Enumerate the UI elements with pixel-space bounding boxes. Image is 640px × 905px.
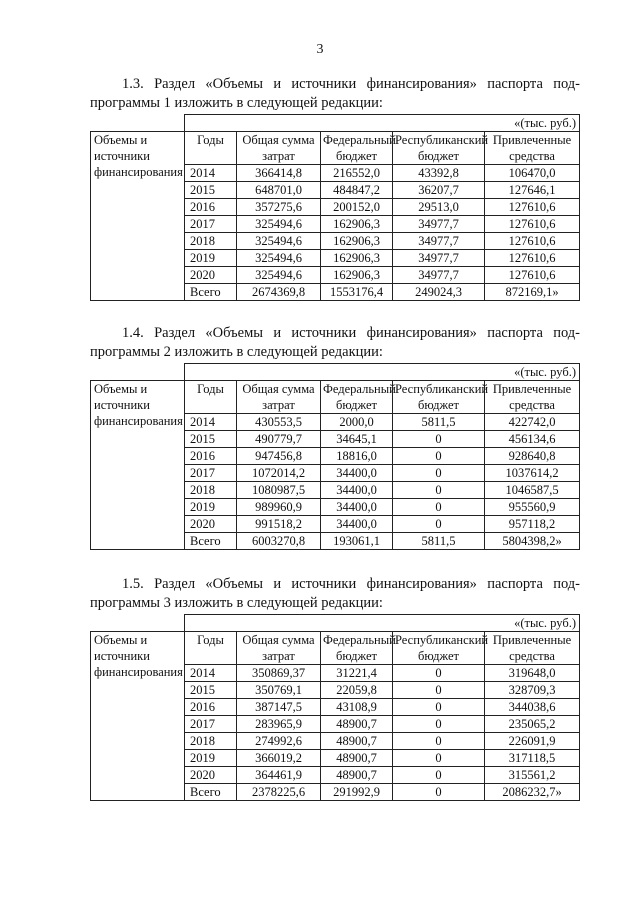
column-header: Общая сумма затрат [237,381,321,414]
value-cell: 0 [393,448,485,465]
value-cell: 0 [393,716,485,733]
value-cell: 0 [393,733,485,750]
year-cell: 2014 [185,414,237,431]
value-cell: 34977,7 [393,216,485,233]
year-cell: 2014 [185,165,237,182]
value-cell: 0 [393,682,485,699]
year-cell: 2016 [185,699,237,716]
value-cell: 387147,5 [237,699,321,716]
row-label-cell: Объемы и источники финансирования [91,632,185,801]
value-cell: 34977,7 [393,250,485,267]
value-cell: 162906,3 [321,250,393,267]
value-cell: 1046587,5 [485,482,580,499]
value-cell: 325494,6 [237,267,321,284]
value-cell: 6003270,8 [237,533,321,550]
section-subprogram-2 [90,324,580,550]
column-header: Привлеченные средства [485,632,580,665]
units-label: «(тыс. руб.) [185,615,580,632]
value-cell: 29513,0 [393,199,485,216]
value-cell: 344038,6 [485,699,580,716]
units-row [91,115,580,132]
value-cell: 48900,7 [321,767,393,784]
column-header: Республиканский бюджет [393,381,485,414]
value-cell: 216552,0 [321,165,393,182]
section-subprogram-1 [90,75,580,301]
value-cell: 0 [393,750,485,767]
section-subprogram-3 [90,575,580,801]
year-cell: 2019 [185,499,237,516]
value-cell: 2674369,8 [237,284,321,301]
year-cell: 2020 [185,516,237,533]
value-cell: 1037614,2 [485,465,580,482]
intro-line-1: 1.4. Раздел «Объемы и источники финансирования» паспорта под- [122,325,580,341]
units-label: «(тыс. руб.) [185,115,580,132]
value-cell: 0 [393,431,485,448]
value-cell: 991518,2 [237,516,321,533]
value-cell: 947456,8 [237,448,321,465]
year-cell: 2018 [185,482,237,499]
value-cell: 430553,5 [237,414,321,431]
value-cell: 34977,7 [393,233,485,250]
value-cell: 162906,3 [321,267,393,284]
value-cell: 422742,0 [485,414,580,431]
column-header: Федеральный бюджет [321,381,393,414]
year-cell: 2017 [185,465,237,482]
value-cell: 34400,0 [321,499,393,516]
year-cell: 2015 [185,682,237,699]
year-cell: 2020 [185,767,237,784]
value-cell: 0 [393,465,485,482]
year-cell: 2015 [185,182,237,199]
financing-table [90,614,580,801]
column-header: Общая сумма затрат [237,632,321,665]
value-cell: 34400,0 [321,482,393,499]
intro-line-2: программы 2 изложить в следующей редакции: [90,344,383,360]
header-row [91,632,580,665]
value-cell: 22059,8 [321,682,393,699]
year-cell: 2018 [185,233,237,250]
column-header: Годы [185,632,237,665]
value-cell: 357275,6 [237,199,321,216]
value-cell: 5804398,2» [485,533,580,550]
value-cell: 193061,1 [321,533,393,550]
blank-cell [91,615,185,632]
intro-line-1: 1.3. Раздел «Объемы и источники финансирования» паспорта под- [122,76,580,92]
value-cell: 18816,0 [321,448,393,465]
row-label-cell: Объемы и источники финансирования [91,132,185,301]
value-cell: 955560,9 [485,499,580,516]
blank-cell [91,115,185,132]
value-cell: 0 [393,767,485,784]
section-intro [90,324,580,362]
year-cell: 2016 [185,448,237,465]
value-cell: 43108,9 [321,699,393,716]
value-cell: 317118,5 [485,750,580,767]
units-row [91,364,580,381]
page-number: 3 [316,42,324,57]
value-cell: 200152,0 [321,199,393,216]
value-cell: 490779,7 [237,431,321,448]
value-cell: 325494,6 [237,233,321,250]
year-cell: Всего [185,784,237,801]
value-cell: 48900,7 [321,716,393,733]
value-cell: 2378225,6 [237,784,321,801]
intro-line-2: программы 3 изложить в следующей редакции: [90,595,383,611]
column-header: Федеральный бюджет [321,132,393,165]
value-cell: 0 [393,699,485,716]
header-row [91,132,580,165]
column-header: Федеральный бюджет [321,632,393,665]
year-cell: Всего [185,533,237,550]
value-cell: 31221,4 [321,665,393,682]
value-cell: 1072014,2 [237,465,321,482]
column-header: Привлеченные средства [485,381,580,414]
row-label-cell: Объемы и источники финансирования [91,381,185,550]
value-cell: 989960,9 [237,499,321,516]
value-cell: 291992,9 [321,784,393,801]
column-header: Республиканский бюджет [393,632,485,665]
value-cell: 0 [393,665,485,682]
value-cell: 249024,3 [393,284,485,301]
value-cell: 648701,0 [237,182,321,199]
value-cell: 127646,1 [485,182,580,199]
column-header: Привлеченные средства [485,132,580,165]
value-cell: 235065,2 [485,716,580,733]
year-cell: 2018 [185,733,237,750]
financing-table [90,114,580,301]
value-cell: 325494,6 [237,250,321,267]
year-cell: 2014 [185,665,237,682]
year-cell: 2020 [185,267,237,284]
value-cell: 872169,1» [485,284,580,301]
value-cell: 0 [393,482,485,499]
value-cell: 350869,37 [237,665,321,682]
section-intro [90,575,580,613]
units-row [91,615,580,632]
value-cell: 5811,5 [393,414,485,431]
value-cell: 48900,7 [321,733,393,750]
value-cell: 127610,6 [485,267,580,284]
year-cell: 2016 [185,199,237,216]
year-cell: 2017 [185,716,237,733]
value-cell: 0 [393,516,485,533]
year-cell: 2019 [185,250,237,267]
value-cell: 1080987,5 [237,482,321,499]
intro-line-2: программы 1 изложить в следующей редакции: [90,95,383,111]
value-cell: 127610,6 [485,199,580,216]
value-cell: 34645,1 [321,431,393,448]
units-label: «(тыс. руб.) [185,364,580,381]
value-cell: 366414,8 [237,165,321,182]
value-cell: 127610,6 [485,250,580,267]
value-cell: 456134,6 [485,431,580,448]
value-cell: 1553176,4 [321,284,393,301]
value-cell: 350769,1 [237,682,321,699]
intro-line-1: 1.5. Раздел «Объемы и источники финансирования» паспорта под- [122,576,580,592]
column-header: Годы [185,132,237,165]
value-cell: 484847,2 [321,182,393,199]
value-cell: 364461,9 [237,767,321,784]
value-cell: 34400,0 [321,465,393,482]
value-cell: 319648,0 [485,665,580,682]
blank-cell [91,364,185,381]
value-cell: 127610,6 [485,233,580,250]
year-cell: Всего [185,284,237,301]
value-cell: 226091,9 [485,733,580,750]
value-cell: 43392,8 [393,165,485,182]
column-header: Общая сумма затрат [237,132,321,165]
value-cell: 162906,3 [321,216,393,233]
value-cell: 325494,6 [237,216,321,233]
value-cell: 274992,6 [237,733,321,750]
value-cell: 0 [393,499,485,516]
value-cell: 106470,0 [485,165,580,182]
value-cell: 36207,7 [393,182,485,199]
year-cell: 2019 [185,750,237,767]
value-cell: 5811,5 [393,533,485,550]
value-cell: 283965,9 [237,716,321,733]
header-row [91,381,580,414]
column-header: Годы [185,381,237,414]
year-cell: 2017 [185,216,237,233]
financing-table [90,363,580,550]
value-cell: 928640,8 [485,448,580,465]
value-cell: 127610,6 [485,216,580,233]
value-cell: 2086232,7» [485,784,580,801]
value-cell: 366019,2 [237,750,321,767]
year-cell: 2015 [185,431,237,448]
value-cell: 34977,7 [393,267,485,284]
column-header: Республиканский бюджет [393,132,485,165]
value-cell: 0 [393,784,485,801]
value-cell: 34400,0 [321,516,393,533]
value-cell: 162906,3 [321,233,393,250]
section-intro [90,75,580,113]
value-cell: 315561,2 [485,767,580,784]
value-cell: 2000,0 [321,414,393,431]
value-cell: 957118,2 [485,516,580,533]
value-cell: 328709,3 [485,682,580,699]
value-cell: 48900,7 [321,750,393,767]
